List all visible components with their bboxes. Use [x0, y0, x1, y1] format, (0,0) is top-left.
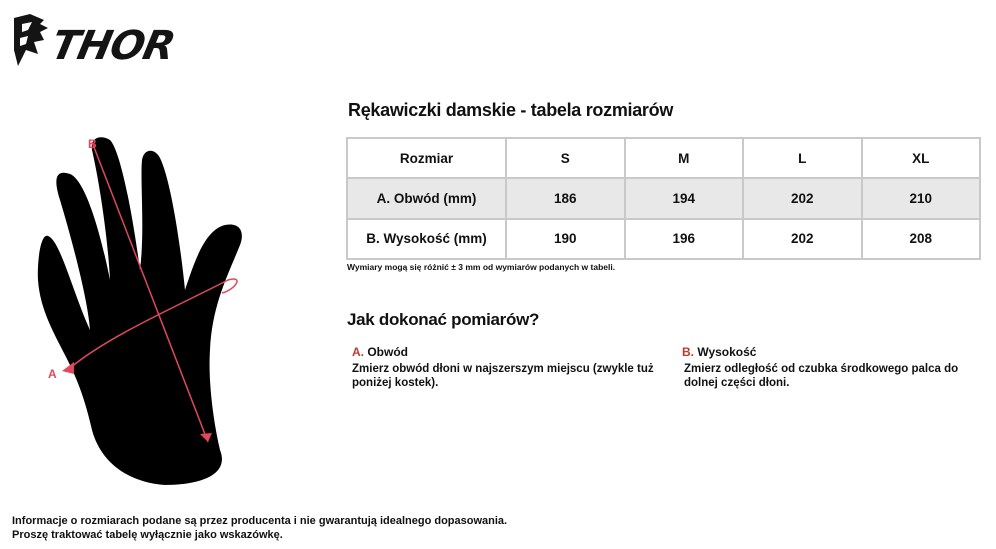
- measure-b-line: dolnej części dłoni.: [684, 377, 790, 389]
- measure-a-line: poniżej kostek).: [352, 377, 439, 389]
- table-row: [347, 178, 980, 218]
- measure-b-description: [684, 362, 958, 390]
- table-cell: 196: [625, 219, 744, 259]
- measure-a-heading: [352, 345, 408, 359]
- disclaimer-line: Informacje o rozmiarach podane są przez producenta i nie gwarantują idealnego dopasowania.: [12, 515, 508, 527]
- glove-silhouette: [38, 137, 242, 485]
- table-header-cell: M: [625, 138, 744, 178]
- hand-diagram: [30, 130, 320, 485]
- how-to-title: Jak dokonać pomiarów?: [347, 310, 540, 329]
- thor-logo: [10, 10, 190, 70]
- tolerance-note: Wymiary mogą się różnić ± 3 mm od wymiarów podanych w tabeli.: [347, 262, 616, 272]
- table-cell: 186: [506, 178, 625, 218]
- table-header-cell: XL: [862, 138, 981, 178]
- measure-b-letter: B.: [682, 345, 694, 359]
- table-cell: 190: [506, 219, 625, 259]
- thor-helmet-icon: [10, 10, 54, 70]
- measure-a-name: Obwód: [367, 345, 409, 359]
- circumference-arrow-icon: [62, 362, 74, 374]
- table-header-cell: S: [506, 138, 625, 178]
- table-header-cell: Rozmiar: [347, 138, 506, 178]
- disclaimer-line: Proszę traktować tabelę wyłącznie jako wskazówkę.: [12, 529, 283, 541]
- table-header-cell: L: [743, 138, 862, 178]
- measure-b-heading: [682, 345, 756, 359]
- table-row-label: A. Obwód (mm): [347, 178, 506, 218]
- brand-name: THOR: [47, 23, 179, 69]
- table-row-label: B. Wysokość (mm): [347, 219, 506, 259]
- disclaimer: [12, 514, 507, 542]
- label-b: B: [88, 137, 97, 151]
- table-cell: 202: [743, 178, 862, 218]
- measure-a-line: Zmierz obwód dłoni w najszerszym miejscu (zwykle tuż: [352, 363, 654, 375]
- table-cell: 194: [625, 178, 744, 218]
- measure-b-line: Zmierz odległość od czubka środkowego palca do: [684, 363, 959, 375]
- table-cell: 208: [862, 219, 981, 259]
- table-header-row: [347, 138, 980, 178]
- page-title: Rękawiczki damskie - tabela rozmiarów: [348, 100, 674, 120]
- table-cell: 202: [743, 219, 862, 259]
- table-cell: 210: [862, 178, 981, 218]
- size-table: [346, 137, 981, 260]
- table-row: [347, 219, 980, 259]
- label-a: A: [48, 367, 57, 381]
- measure-b-name: Wysokość: [697, 345, 757, 359]
- measure-a-description: [352, 362, 654, 390]
- measure-a-letter: A.: [352, 345, 364, 359]
